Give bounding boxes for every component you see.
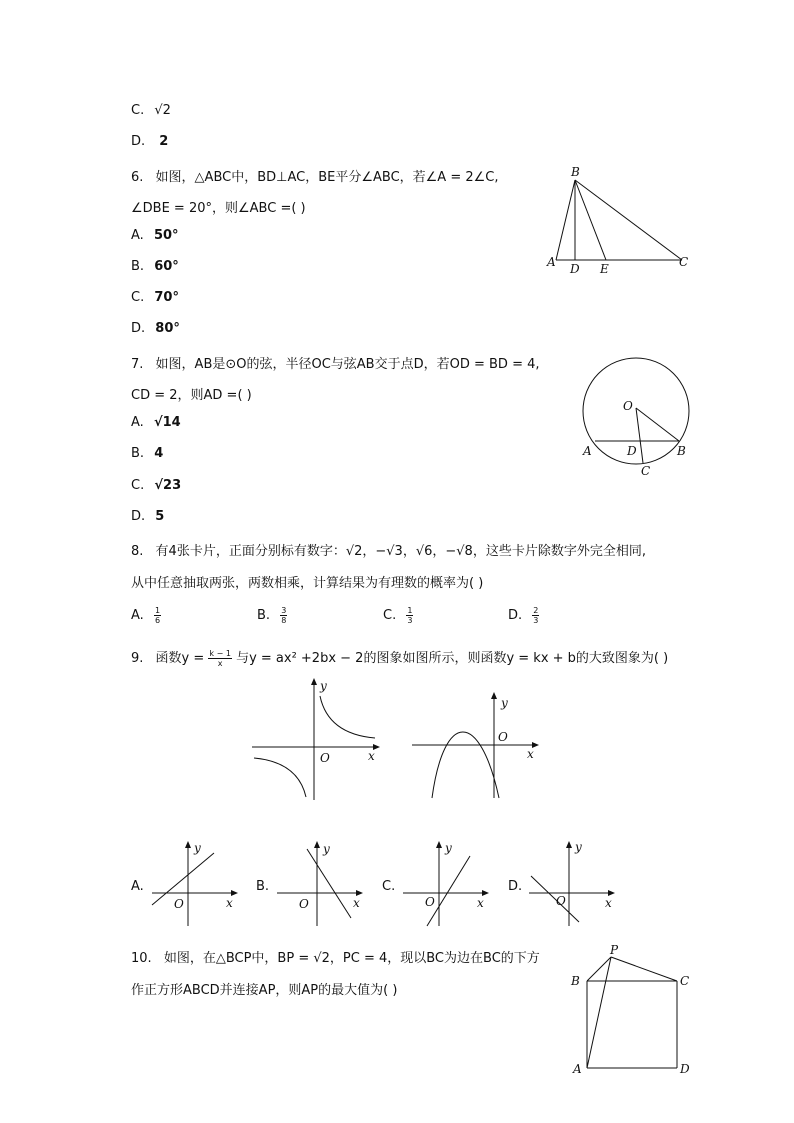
option-letter: D. xyxy=(508,608,523,623)
label-o: O xyxy=(299,897,309,911)
label-a: A xyxy=(583,444,592,458)
segment-bp xyxy=(587,957,611,981)
option-text: 5 xyxy=(155,509,165,524)
q6-stem-line2: ∠DBE = 20°，则∠ABC =( ) xyxy=(131,201,306,216)
option-letter: C. xyxy=(383,608,397,623)
option-text: √14 xyxy=(153,415,181,430)
question-number: 6. xyxy=(131,170,144,185)
segment-pc xyxy=(611,957,677,981)
label-y: y xyxy=(445,841,452,855)
y-axis-arrow xyxy=(566,841,572,848)
label-y: y xyxy=(320,679,327,693)
segment-ap xyxy=(587,957,611,1068)
label-e: E xyxy=(600,262,609,276)
hyperbola-branch-upper xyxy=(320,696,375,738)
q9-parabola-graph xyxy=(408,690,543,802)
label-y: y xyxy=(323,842,330,856)
label-d: D xyxy=(570,262,580,276)
q7-option-b xyxy=(131,446,163,461)
q7-option-c xyxy=(131,478,181,493)
q9-stem-line1 xyxy=(131,647,668,668)
q10-stem-line2: 作正方形ABCD并连接AP，则AP的最大值为( ) xyxy=(131,983,398,998)
option-letter: B. xyxy=(257,608,271,623)
option-text: √2 xyxy=(154,103,171,118)
label-c: C xyxy=(679,255,689,269)
q9-option-d-letter: D. xyxy=(508,879,523,894)
label-o: O xyxy=(556,894,566,908)
option-text: 50° xyxy=(153,228,179,243)
q9-option-b-graph xyxy=(273,838,365,928)
numerator: 1 xyxy=(407,606,413,615)
q7-circle-figure xyxy=(575,350,700,480)
label-b: B xyxy=(571,165,580,179)
label-a: A xyxy=(547,255,556,269)
q8-option-c xyxy=(383,606,413,625)
option-text: 2 xyxy=(159,134,169,149)
option-letter: A. xyxy=(131,415,144,430)
question-text: 如图，AB是⊙O的弦，半径OC与弦AB交于点D，若OD = BD = 4, xyxy=(155,357,540,372)
q9-hyperbola-graph xyxy=(248,676,383,804)
numerator: 1 xyxy=(154,606,161,615)
line-graph xyxy=(427,856,470,926)
y-axis-arrow xyxy=(314,841,320,848)
question-text: 与y = ax² +2bx − 2的图象如图所示，则函数y = kx + b的大致图象为( ) xyxy=(236,651,669,666)
q6-option-a xyxy=(131,228,179,243)
option-text: 60° xyxy=(154,259,179,274)
q9-option-b-letter: B. xyxy=(256,879,270,894)
q8-option-d xyxy=(508,606,539,625)
question-number: 8. xyxy=(131,544,144,559)
label-y: y xyxy=(194,841,201,855)
label-x: x xyxy=(605,896,612,910)
option-text: 4 xyxy=(154,446,164,461)
q7-option-d xyxy=(131,509,164,524)
y-axis-arrow xyxy=(491,692,497,699)
option-letter: C. xyxy=(131,290,145,305)
label-o: O xyxy=(623,399,633,413)
label-y: y xyxy=(575,840,582,854)
label-o: O xyxy=(498,730,508,744)
label-b: B xyxy=(571,974,580,988)
option-letter: A. xyxy=(131,608,144,623)
q6-option-b xyxy=(131,259,179,274)
q10-stem-line1 xyxy=(131,947,540,966)
segment-ob xyxy=(636,408,679,441)
label-a: A xyxy=(573,1062,582,1076)
label-o: O xyxy=(174,897,184,911)
q8-option-a xyxy=(131,606,161,625)
question-number: 9. xyxy=(131,651,144,666)
label-y: y xyxy=(501,696,508,710)
fraction xyxy=(208,649,232,668)
q8-stem-line2: 从中任意抽取两张，两数相乘，计算结果为有理数的概率为( ) xyxy=(131,576,484,591)
denominator: 8 xyxy=(281,616,287,625)
label-d: D xyxy=(627,444,637,458)
question-text: 有4张卡片，正面分别标有数字：√2，−√3，√6，−√8，这些卡片除数字外完全相同, xyxy=(155,544,646,559)
question-number: 7. xyxy=(131,357,144,372)
q10-square-figure xyxy=(565,940,700,1078)
y-axis-arrow xyxy=(311,678,317,685)
option-text: 80° xyxy=(155,321,180,336)
numerator: 3 xyxy=(281,606,287,615)
hyperbola-branch-lower xyxy=(254,758,306,797)
denominator: 3 xyxy=(533,616,539,625)
numerator: 2 xyxy=(533,606,539,615)
label-x: x xyxy=(368,749,375,763)
q7-option-a xyxy=(131,415,181,430)
q8-option-b xyxy=(257,606,287,625)
fraction xyxy=(406,606,413,625)
label-d: D xyxy=(680,1062,690,1076)
option-letter: D. xyxy=(131,509,146,524)
label-x: x xyxy=(353,896,360,910)
question-text: 如图，在△BCP中，BP = √2，PC = 4，现以BC为边在BC的下方 xyxy=(163,951,540,966)
q6-option-c xyxy=(131,290,179,305)
side-ab xyxy=(556,180,575,260)
option-letter: A. xyxy=(131,228,144,243)
option-letter: C. xyxy=(131,478,145,493)
label-c: C xyxy=(680,974,690,988)
fraction xyxy=(280,606,287,625)
question-text: 函数y = xyxy=(155,651,205,666)
q9-option-c-letter: C. xyxy=(382,879,396,894)
q5-option-d xyxy=(131,134,168,149)
option-letter: C. xyxy=(131,103,145,118)
option-text: √23 xyxy=(154,478,182,493)
y-axis-arrow xyxy=(185,841,191,848)
denominator: 3 xyxy=(407,616,413,625)
question-text: 如图，△ABC中，BD⊥AC，BE平分∠ABC，若∠A = 2∠C, xyxy=(155,170,499,185)
q9-option-a-letter: A. xyxy=(131,879,144,894)
line-graph xyxy=(531,876,579,922)
option-letter: D. xyxy=(131,321,146,336)
question-number: 10. xyxy=(131,951,152,966)
label-p: P xyxy=(610,943,619,957)
q6-triangle-figure xyxy=(540,160,700,280)
line-graph xyxy=(307,849,351,918)
label-o: O xyxy=(425,895,435,909)
option-letter: D. xyxy=(131,134,146,149)
q7-stem-line1 xyxy=(131,353,540,372)
option-text: 70° xyxy=(154,290,179,305)
q7-stem-line2: CD = 2，则AD =( ) xyxy=(131,388,252,403)
side-bc xyxy=(575,180,682,260)
option-letter: B. xyxy=(131,259,145,274)
label-x: x xyxy=(226,896,233,910)
q6-stem-line1 xyxy=(131,166,499,185)
q5-option-c xyxy=(131,103,171,118)
q9-option-c-graph xyxy=(399,838,491,928)
radius-oc xyxy=(636,408,643,463)
numerator: k − 1 xyxy=(209,649,231,658)
q8-stem-line1 xyxy=(131,540,646,559)
label-o: O xyxy=(320,751,330,765)
label-b: B xyxy=(677,444,686,458)
label-x: x xyxy=(527,747,534,761)
q6-option-d xyxy=(131,321,180,336)
label-c: C xyxy=(641,464,651,478)
denominator: 6 xyxy=(154,616,161,625)
y-axis-arrow xyxy=(436,841,442,848)
q9-option-d-graph xyxy=(525,838,617,928)
q9-option-a-graph xyxy=(148,838,240,928)
parabola-curve xyxy=(432,732,499,798)
option-letter: B. xyxy=(131,446,145,461)
fraction xyxy=(532,606,539,625)
label-x: x xyxy=(477,896,484,910)
denominator: x xyxy=(217,659,223,668)
fraction xyxy=(154,606,161,625)
